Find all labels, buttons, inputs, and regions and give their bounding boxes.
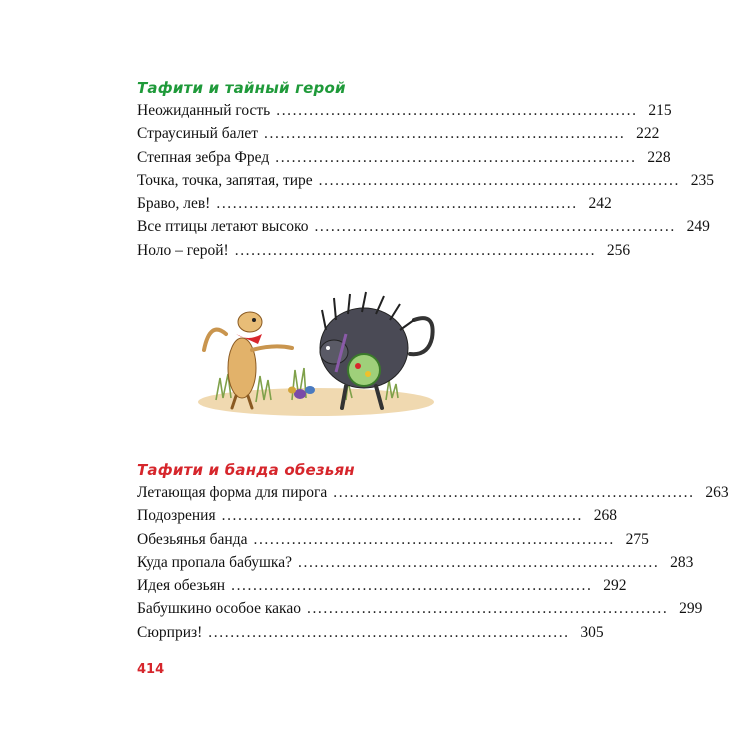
toc-entry-page: 275 <box>625 530 649 548</box>
toc-entry[interactable] <box>137 600 703 623</box>
page-number: 414 <box>137 662 165 677</box>
toc-entry-page: 228 <box>647 148 671 166</box>
toc-list-secret-hero <box>137 102 715 265</box>
toc-leader-dots: .................................................................. <box>318 171 681 189</box>
toc-leader-dots: .................................................................. <box>333 484 695 501</box>
toc-entry-page: 242 <box>588 195 612 213</box>
section-title-secret-hero: Тафити и тайный герой <box>137 79 346 97</box>
toc-entry[interactable] <box>137 577 627 600</box>
toc-entry-title: Идея обезьян <box>137 577 226 595</box>
toc-leader-dots: .................................................................. <box>234 241 597 259</box>
toc-entry-page: 299 <box>679 600 703 618</box>
toc-entry-title: Неожиданный гость <box>137 102 271 119</box>
toc-entry[interactable] <box>137 148 671 172</box>
toc-entry[interactable] <box>137 530 649 554</box>
toc-leader-dots: .................................................................. <box>208 623 570 641</box>
toc-entry-title: Обезьянья банда <box>137 530 248 548</box>
section-title-monkey-gang: Тафити и банда обезьян <box>137 461 355 479</box>
toc-entry-page: 283 <box>670 553 694 571</box>
toc-entry-title: Точка, точка, запятая, тире <box>137 171 313 189</box>
toc-leader-dots: .................................................................. <box>253 530 615 548</box>
toc-entry[interactable] <box>137 623 604 647</box>
toc-entry-title: Браво, лев! <box>137 195 211 213</box>
toc-entry-title: Подозрения <box>137 507 216 525</box>
toc-entry[interactable] <box>137 553 694 577</box>
toc-entry-title: Бабушкино особое какао <box>137 600 301 618</box>
toc-entry-page: 256 <box>606 241 631 259</box>
toc-leader-dots: .................................................................. <box>314 218 676 236</box>
toc-entry-page: 215 <box>648 102 672 119</box>
toc-leader-dots: .................................................................. <box>306 600 669 618</box>
toc-entry-title: Страусиный балет <box>137 125 259 143</box>
toc-entry-title: Летающая форма для пирога <box>137 484 328 501</box>
meerkat-and-porcupine-illustration <box>196 290 442 422</box>
toc-leader-dots: .................................................................. <box>264 125 626 143</box>
toc-entry-page: 268 <box>593 507 617 525</box>
toc-leader-dots: .................................................................. <box>216 195 578 213</box>
toc-entry-page: 305 <box>580 623 604 641</box>
toc-entry[interactable] <box>137 241 631 265</box>
toc-leader-dots: .................................................................. <box>298 553 660 571</box>
toc-entry-page: 222 <box>636 125 660 143</box>
toc-entry[interactable] <box>137 195 612 218</box>
toc-entry-page: 292 <box>603 577 627 595</box>
toc-entry-page: 263 <box>705 484 729 501</box>
toc-leader-dots: .................................................................. <box>276 102 638 119</box>
toc-entry[interactable] <box>137 102 672 125</box>
toc-entry-title: Сюрприз! <box>137 623 203 641</box>
toc-entry-title: Степная зебра Фред <box>137 148 270 166</box>
toc-entry-page: 235 <box>690 171 715 189</box>
toc-entry[interactable] <box>137 484 729 507</box>
toc-list-monkey-gang <box>137 484 729 647</box>
toc-entry[interactable] <box>137 218 710 241</box>
toc-entry-title: Ноло – герой! <box>137 241 229 259</box>
toc-entry[interactable] <box>137 125 660 148</box>
toc-leader-dots: .................................................................. <box>231 577 593 595</box>
toc-leader-dots: .................................................................. <box>275 148 637 166</box>
toc-entry-title: Все птицы летают высоко <box>137 218 309 236</box>
toc-entry-title: Куда пропала бабушка? <box>137 553 292 571</box>
toc-entry[interactable] <box>137 171 715 195</box>
toc-entry[interactable] <box>137 507 617 530</box>
toc-leader-dots: .................................................................. <box>221 507 583 525</box>
toc-entry-page: 249 <box>686 218 710 236</box>
